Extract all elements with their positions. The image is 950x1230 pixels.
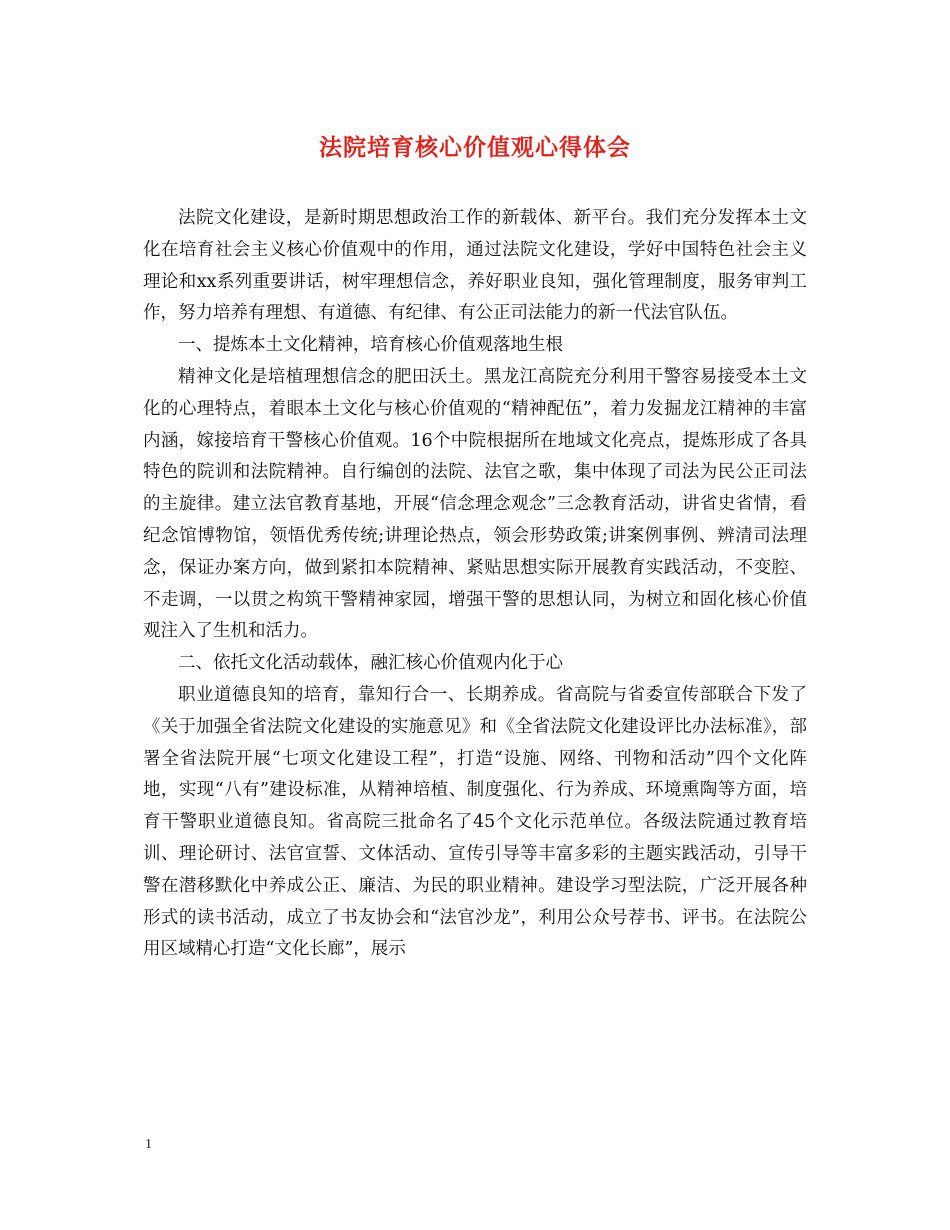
paragraph-intro: 法院文化建设，是新时期思想政治工作的新载体、新平台。我们充分发挥本土文化在培育社会主义核心价值观中的作用，通过法院文化建设，学好中国特色社会主义理论和xx系列重要讲话，树牢理想信念，养好职业良知，强化管理制度，服务审判工作，努力培养有理想、有道德、有纪律、有公正司法能力的新一代法官队伍。 (143, 208, 807, 324)
paragraph-section-1: 精神文化是培植理想信念的肥田沃土。黑龙江高院充分利用干警容易接受本土文化的心理特点，着眼本土文化与核心价值观的“精神配伍”，着力发掘龙江精神的丰富内涵，嫁接培育干警核心价值观。16个中院根据所在地域文化亮点，提炼形成了各具特色的院训和法院精神。自行编创的法院、法官之歌，集中体现了司法为民公正司法的主旋律。建立法官教育基地，开展“信念理念观念”三念教育活动，讲省史省情，看纪念馆博物馆，领悟优秀传统;讲理论热点，领会形势政策;讲案例事例、辨清司法理念，保证办案方向，做到紧扣本院精神、紧贴思想实际开展教育实践活动，不变腔、不走调，一以贯之构筑干警精神家园，增强干警的思想认同，为树立和固化核心价值观注入了生机和活力。 (143, 366, 807, 642)
document-body (143, 203, 807, 966)
page-number: 1 (145, 1137, 152, 1152)
section-heading-2: 二、依托文化活动载体，融汇核心价值观内化于心 (178, 653, 563, 674)
document-title: 法院培育核心价值观心得体会 (319, 134, 631, 161)
paragraph-section-2: 职业道德良知的培育，靠知行合一、长期养成。省高院与省委宣传部联合下发了《关于加强全省法院文化建设的实施意见》和《全省法院文化建设评比办法标准》，部署全省法院开展“七项文化建设工程”，打造“设施、网络、刊物和活动”四个文化阵地，实现“八有”建设标准，从精神培植、制度强化、行为养成、环境熏陶等方面，培育干警职业道德良知。省高院三批命名了45个文化示范单位。各级法院通过教育培训、理论研讨、法官宣誓、文体活动、宣传引导等丰富多彩的主题实践活动，引导干警在潜移默化中养成公正、廉洁、为民的职业精神。建设学习型法院，广泛开展各种形式的读书活动，成立了书友协会和“法官沙龙”，利用公众号荐书、评书。在法院公用区域精心打造“文化长廊”，展示 (143, 684, 807, 960)
section-heading-1: 一、提炼本土文化精神，培育核心价值观落地生根 (178, 335, 563, 356)
